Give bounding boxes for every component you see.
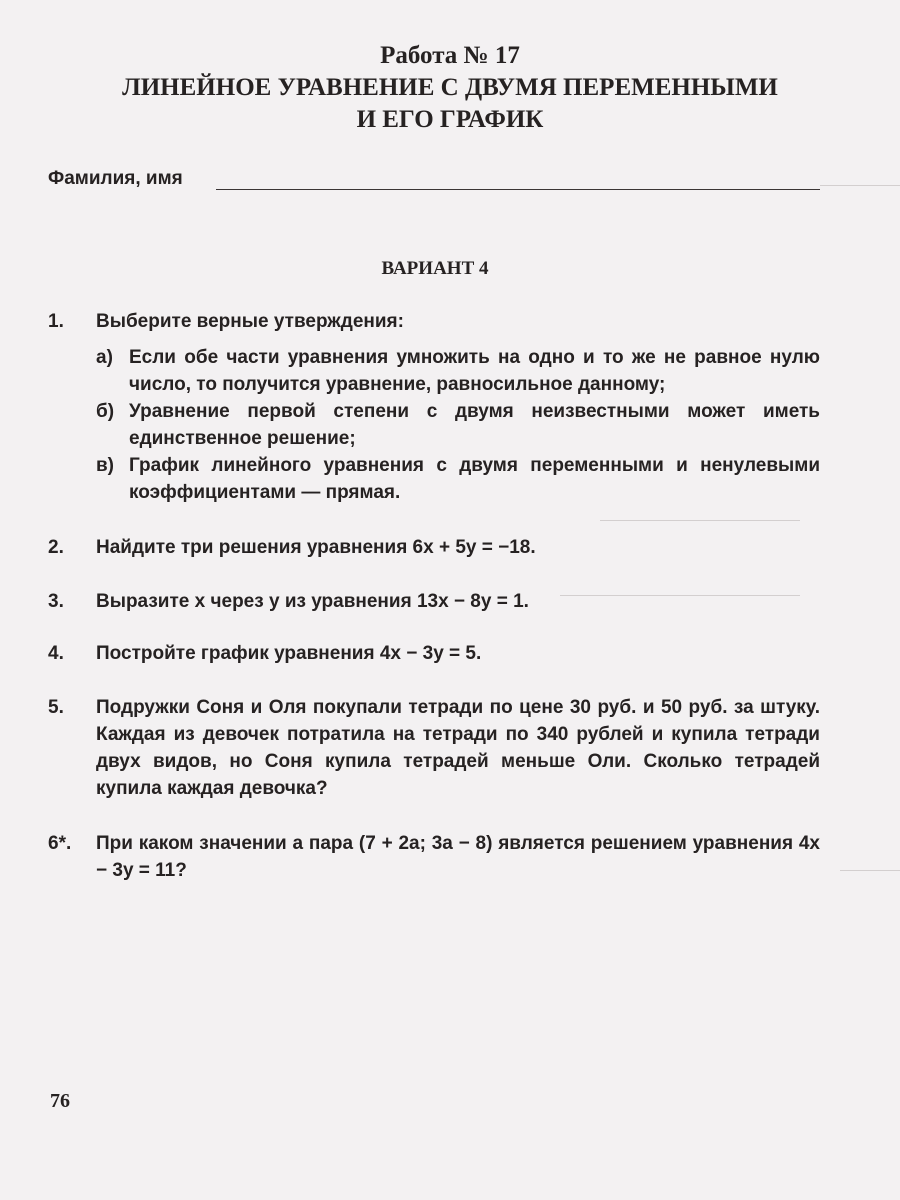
task-number: 3. [48,591,64,612]
topic-line-1: ЛИНЕЙНОЕ УРАВНЕНИЕ С ДВУМЯ ПЕРЕМЕННЫМИ [122,74,778,101]
bleed-through-line [820,185,900,186]
task-text: При каком значении a пара (7 + 2a; 3a − 8) является решением уравнения 4x − 3y = 11? [96,833,820,881]
option-text: Уравнение первой степени с двумя неизвестными может иметь единственное решение; [129,401,820,449]
option-b [96,398,820,452]
task-text: Постройте график уравнения 4x − 3y = 5. [96,643,482,664]
option-a [96,344,820,398]
task-text: Подружки Соня и Оля покупали тетради по цене 30 руб. и 50 руб. за штуку. Каждая из девочек потратила на тетради по 340 рублей и купила тетради двух видов, но Соня купила тетрадей меньше Оли. Сколько тетрадей купила каждая девочка? [96,697,820,799]
topic-line-2: И ЕГО ГРАФИК [356,106,544,133]
title-block [40,40,860,136]
name-field-row [48,168,820,192]
task-text: Выберите верные утверждения: [96,311,404,332]
option-mark: б) [96,401,115,422]
option-text: Если обе части уравнения умножить на одно и то же не равное нулю число, то получится уравнение, равносильное данному; [129,347,820,395]
bleed-through-line [840,870,900,871]
task-number: 6*. [48,833,72,854]
task-number: 4. [48,643,64,664]
name-fill-line[interactable] [216,189,820,190]
task-text: Найдите три решения уравнения 6x + 5y = −18. [96,537,536,558]
variant-heading: ВАРИАНТ 4 [381,258,489,279]
task-1-options [96,344,820,506]
task-number: 1. [48,311,64,332]
task-number: 5. [48,697,64,718]
option-c [96,452,820,506]
name-label: Фамилия, имя [48,168,183,189]
option-mark: а) [96,347,113,368]
option-text: График линейного уравнения с двумя переменными и ненулевыми коэффициентами — прямая. [129,455,820,503]
task-number: 2. [48,537,64,558]
option-mark: в) [96,455,115,476]
task-text: Выразите x через y из уравнения 13x − 8y = 1. [96,591,529,612]
bleed-through-line [600,520,800,521]
bleed-through-line [560,595,800,596]
page-number: 76 [50,1090,70,1112]
work-number: Работа № 17 [380,42,520,69]
